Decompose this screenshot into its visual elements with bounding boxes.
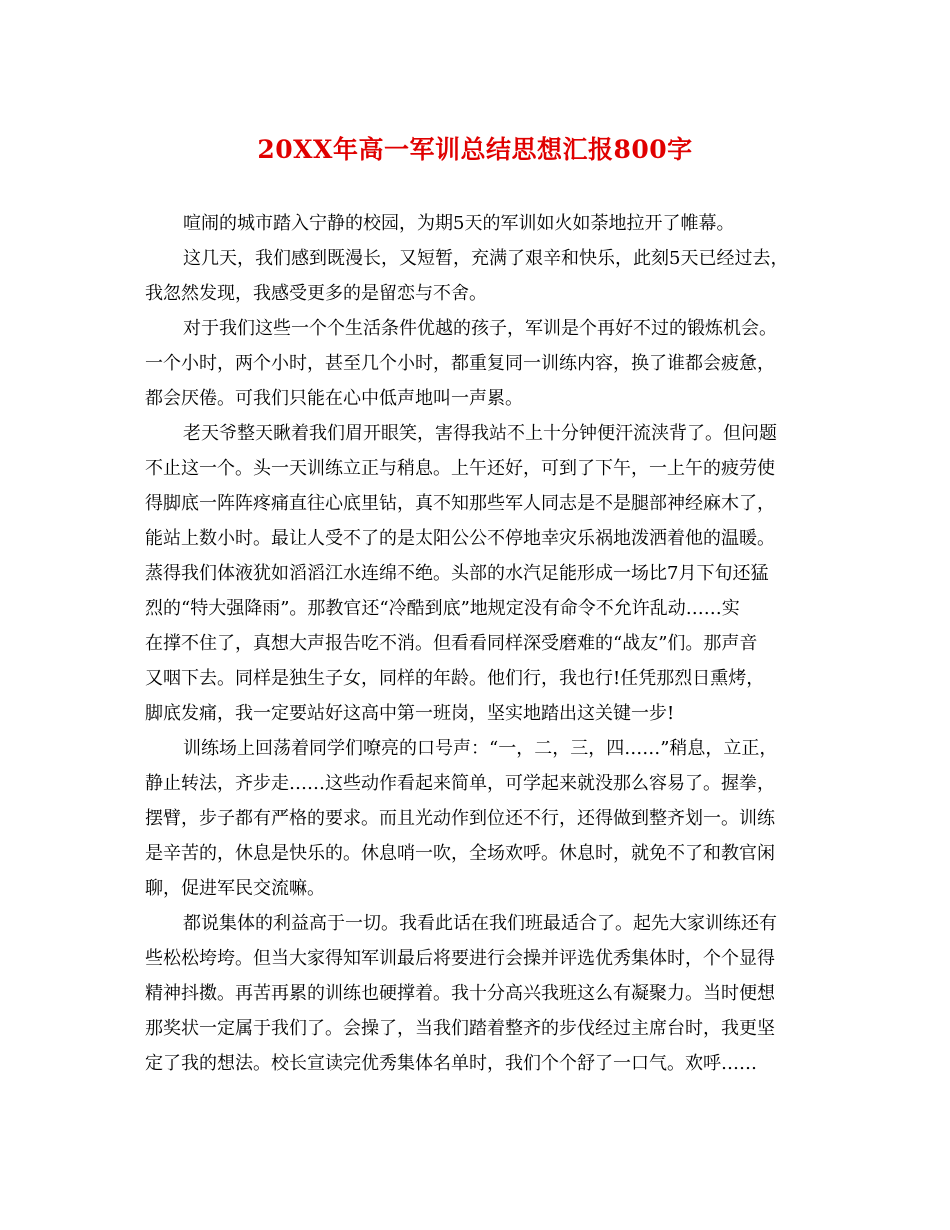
paragraph-4-line-8: 又咽下去。同样是独生子女，同样的年龄。他们行，我也行!任凭那烈日熏烤， [145,668,765,689]
paragraph-3-line-1: 对于我们这些一个个生活条件优越的孩子，军训是个再好不过的锻炼机会。 [183,318,777,339]
paragraph-3-line-3: 都会厌倦。可我们只能在心中低声地叫一声累。 [145,388,523,409]
paragraph-4-line-4: 能站上数小时。最让人受不了的是太阳公公不停地幸灾乐祸地泼洒着他的温暖。 [145,528,775,549]
paragraph-2-line-1: 这几天，我们感到既漫长，又短暂，充满了艰辛和快乐，此刻5天已经过去， [183,248,789,269]
paragraph-2-line-2: 我忽然发现，我感受更多的是留恋与不舍。 [145,283,487,304]
paragraph-4-line-2: 不止这一个。头一天训练立正与稍息。上午还好，可到了下午，一上午的疲劳使 [145,458,775,479]
paragraph-4-line-5: 蒸得我们体液犹如滔滔江水连绵不绝。头部的水汽足能形成一场比7月下旬还猛 [145,563,769,584]
paragraph-6-line-1: 都说集体的利益高于一切。我看此话在我们班最适合了。起先大家训练还有 [183,913,777,934]
paragraph-4-line-7: 在撑不住了，真想大声报告吃不消。但看看同样深受磨难的“战友”们。那声音 [145,633,758,654]
document-title: 20XX年高一军训总结思想汇报800字 [257,135,693,164]
document-body [145,206,805,1081]
paragraph-6-line-2: 些松松垮垮。但当大家得知军训最后将要进行会操并评选优秀集体时，个个显得 [145,948,775,969]
paragraph-4-line-9: 脚底发痛，我一定要站好这高中第一班岗，坚实地踏出这关键一步! [145,703,675,724]
paragraph-5-line-3: 摆臂，步子都有严格的要求。而且光动作到位还不行，还得做到整齐划一。训练 [145,808,775,829]
paragraph-4-line-3: 得脚底一阵阵疼痛直往心底里钻，真不知那些军人同志是不是腿部神经麻木了， [145,493,775,514]
paragraph-5-line-1: 训练场上回荡着同学们嘹亮的口号声：“一，二，三，四……”稍息，立正， [183,738,778,759]
paragraph-5-line-5: 聊，促进军民交流嘛。 [145,878,325,899]
paragraph-6-line-5: 定了我的想法。校长宣读完优秀集体名单时，我们个个舒了一口气。欢呼…… [145,1053,757,1074]
paragraph-3-line-2: 一个小时，两个小时，甚至几个小时，都重复同一训练内容，换了谁都会疲惫， [145,353,775,374]
paragraph-1-line-1: 喧闹的城市踏入宁静的校园，为期5天的军训如火如荼地拉开了帷幕。 [183,213,735,234]
paragraph-6-line-4: 那奖状一定属于我们了。会操了，当我们踏着整齐的步伐经过主席台时，我更坚 [145,1018,775,1039]
paragraph-6-line-3: 精神抖擞。再苦再累的训练也硬撑着。我十分高兴我班这么有凝聚力。当时便想 [145,983,775,1004]
paragraph-5-line-2: 静止转法，齐步走……这些动作看起来简单，可学起来就没那么容易了。握拳， [145,773,775,794]
paragraph-4-line-1: 老天爷整天瞅着我们眉开眼笑，害得我站不上十分钟便汗流浃背了。但问题 [183,423,777,444]
paragraph-5-line-4: 是辛苦的，休息是快乐的。休息哨一吹，全场欢呼。休息时，就免不了和教官闲 [145,843,775,864]
paragraph-4-line-6: 烈的“特大强降雨”。那教官还“冷酷到底”地规定没有命令不允许乱动……实 [145,598,740,619]
